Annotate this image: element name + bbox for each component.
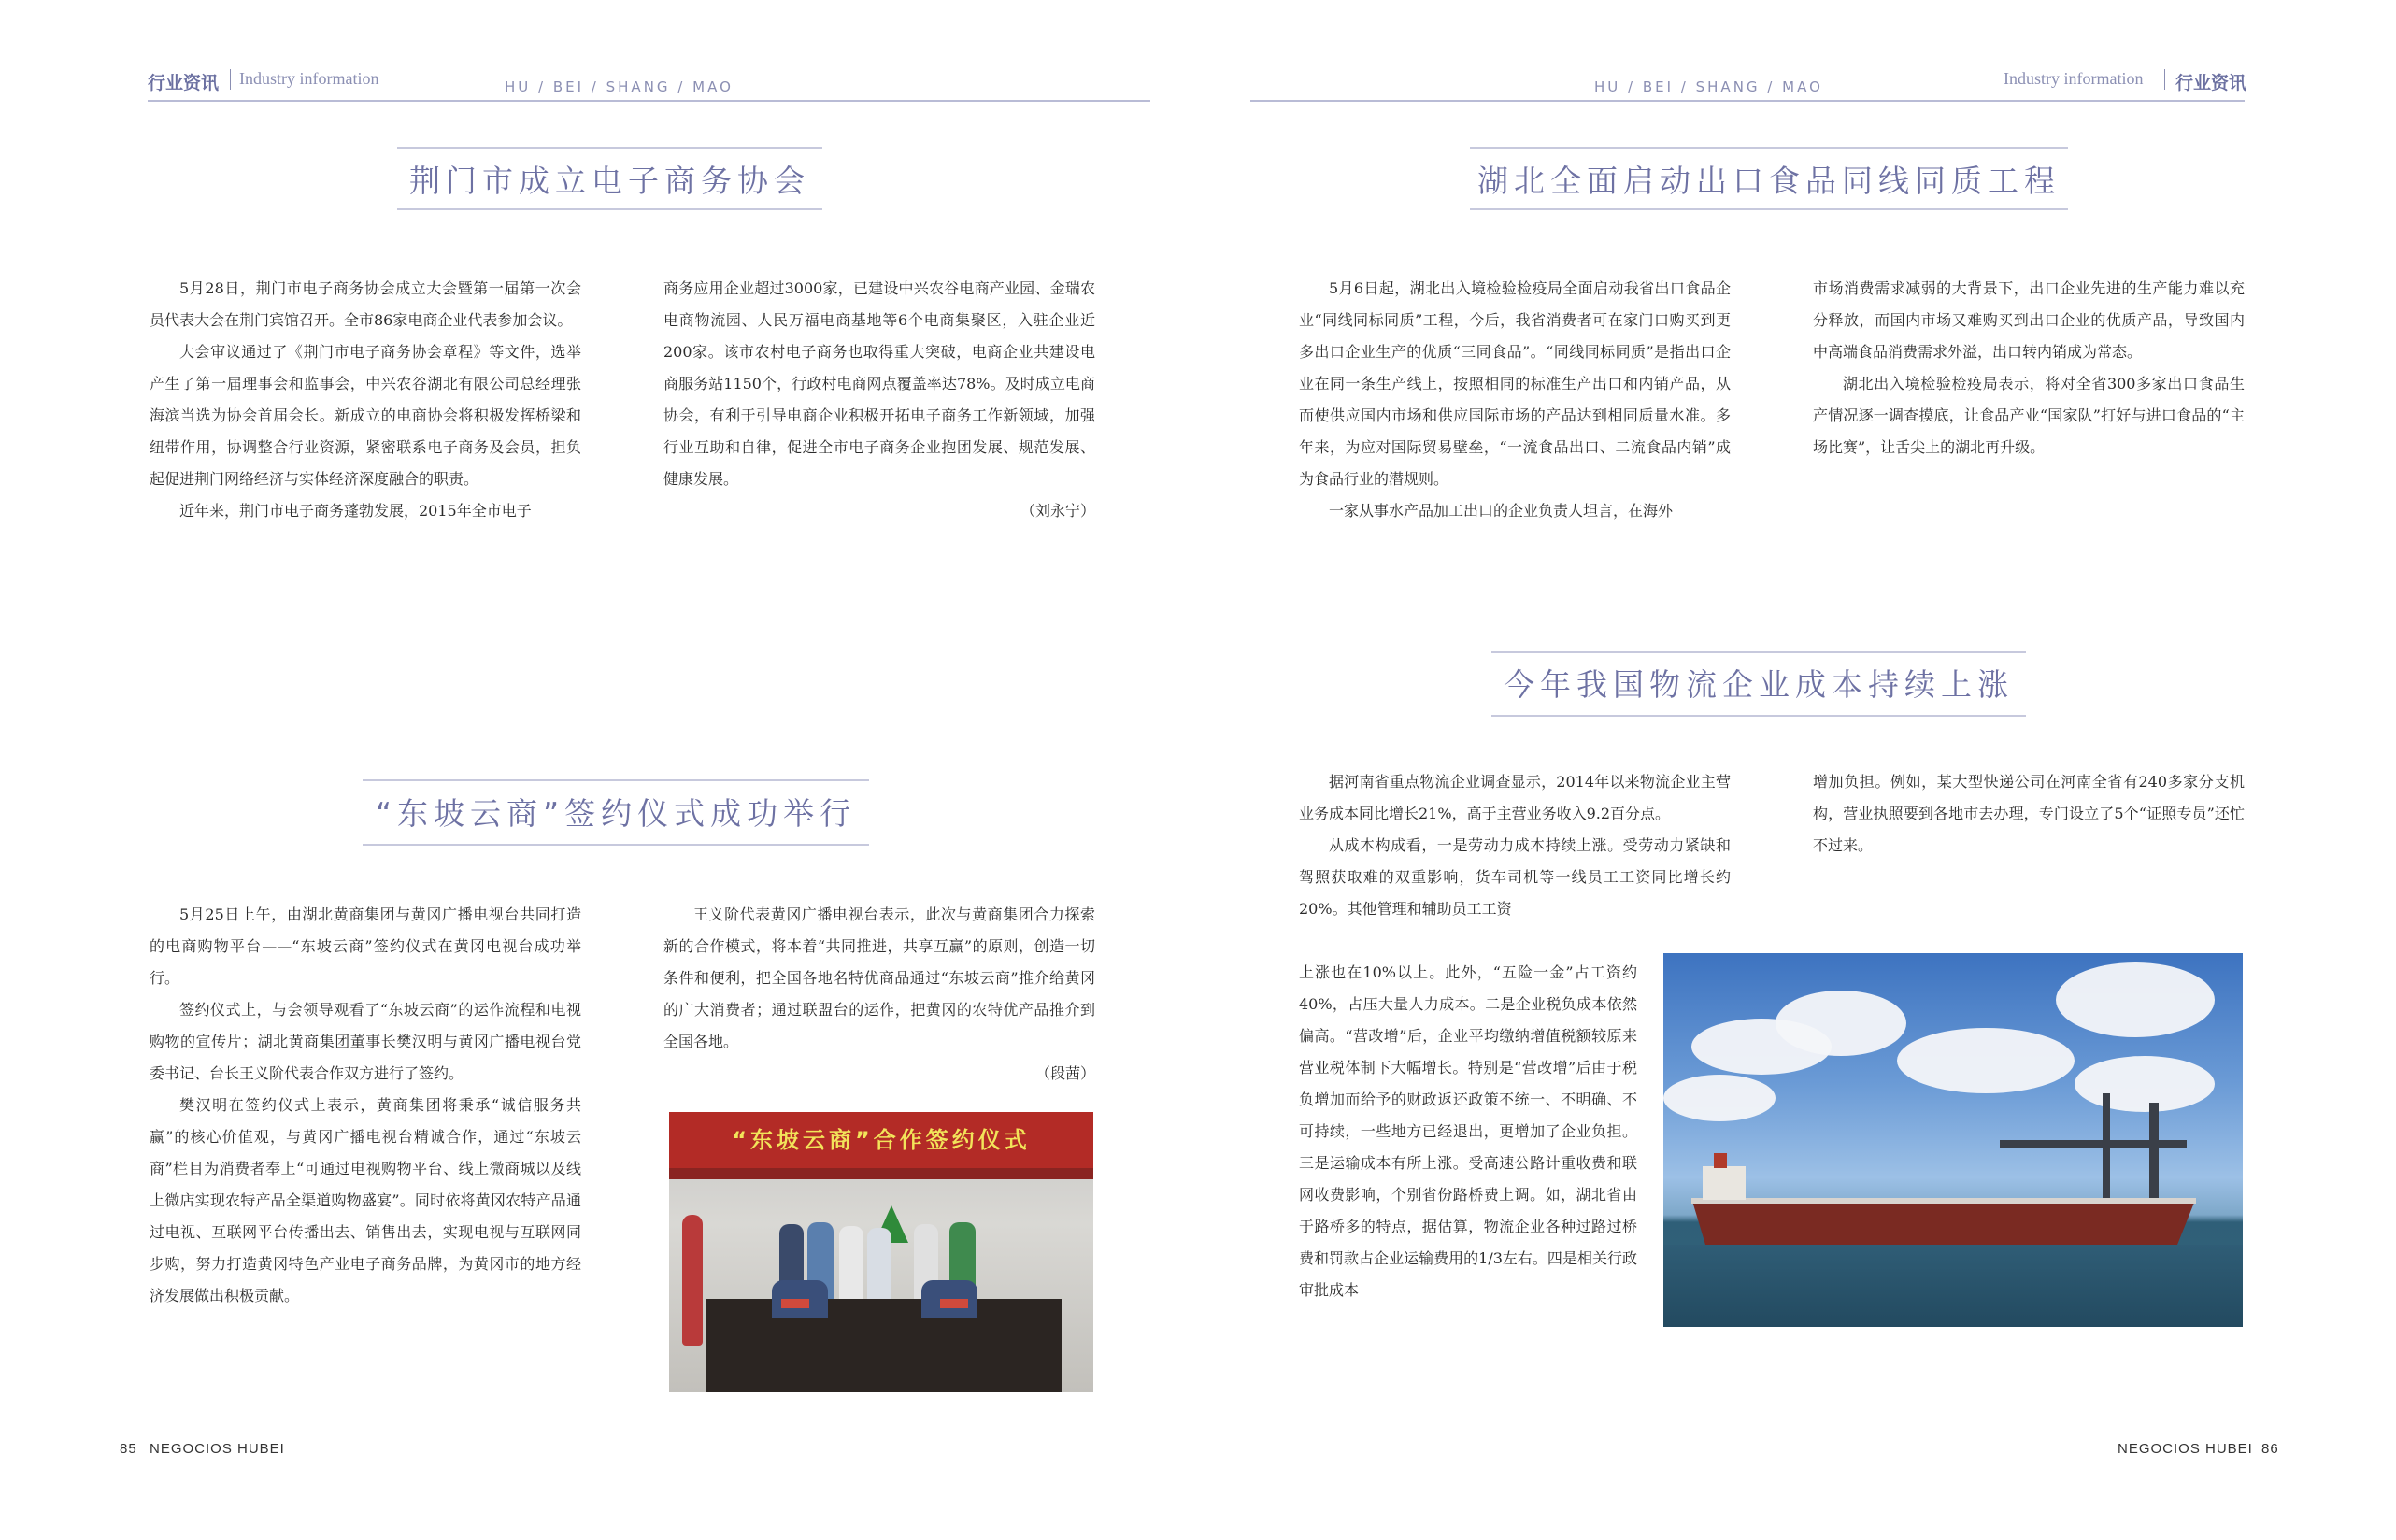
article2-title-rule-bottom [363,844,869,846]
header-divider-right [2164,69,2165,90]
article2-paragraph: 樊汉明在签约仪式上表示，黄商集团将秉承“诚信服务共赢”的核心价值观，与黄冈广播电视台精诚合作，通过“东坡云商”栏目为消费者奉上“可通过电视购物平台、线上微商城以及线上微店实现农特产品全渠道购物盛宴”。同时依将黄冈农特产品通过电视、互联网平台传播出去、销售出去，实现电视与互联网同步购，努力打造黄冈特色产业电子商务品牌，为黄冈市的地方经济发展做出积极贡献。 [150,1096,581,1305]
article1-column-1 [150,273,581,527]
article1-paragraph: 5月28日，荆门市电子商务协会成立大会暨第一届第一次会员代表大会在荆门宾馆召开。全市86家电商企业代表参加会议。 [150,279,581,329]
header-rule-right [1250,100,2245,102]
article4-title: 今年我国物流企业成本持续上涨 [1504,666,2014,703]
article1-paragraph: 近年来，荆门市电子商务蓬勃发展，2015年全市电子 [179,502,532,520]
article3-paragraph: 市场消费需求减弱的大背景下，出口企业先进的生产能力难以充分释放，而国内市场又难购买到出口企业的优质产品，导致国内中高端食品消费需求外溢，出口转内销成为常态。 [1813,279,2245,361]
header-magazine-right: HU / BEI / SHANG / MAO [1594,78,1823,95]
article3-title-rule-bottom [1470,208,2068,210]
header-section-en-right: Industry information [2004,69,2144,88]
ship-bridge [1703,1166,1746,1200]
ship-hull [1691,1198,2196,1248]
article3-title-rule-top [1470,147,2068,149]
article1-column-2 [663,273,1095,527]
article4-column-2 [1813,766,2245,862]
article3-paragraph: 一家从事水产品加工出口的企业负责人坦言，在海外 [1329,502,1674,520]
signing-ceremony-photo [669,1112,1093,1392]
water [1663,1245,2243,1327]
article4-title-rule-bottom [1491,715,2026,717]
article3-paragraph: 湖北出入境检验检疫局表示，将对全省300多家出口食品生产情况逐一调查摸底，让食品产业“国家队”打好与进口食品的“主场比赛”，让舌尖上的湖北再升级。 [1813,375,2245,456]
crane [2000,1140,2187,1148]
article2-title-rule-top [363,779,869,781]
article1-paragraph: 大会审议通过了《荆门市电子商务协会章程》等文件，选举产生了第一届理事会和监事会，中兴农谷湖北有限公司总经理张海滨当选为协会首届会长。新成立的电商协会将积极发挥桥梁和纽带作用，协调整合行业资源，紧密联系电子商务及会员，担负起促进荆门网络经济与实体经济深度融合的职责。 [150,343,581,488]
article2-column-2 [663,899,1095,1090]
footer-page-number-right: 86 [2261,1441,2279,1457]
article4-paragraph: 从成本构成看，一是劳动力成本持续上涨。受劳动力紧缺和驾照获取难的双重影响，货车司机等一线员工工资同比增长约20%。其他管理和辅助员工工资 [1299,836,1731,918]
footer-magazine-left: NEGOCIOS HUBEI [150,1441,285,1457]
header-magazine-left: HU / BEI / SHANG / MAO [505,78,734,95]
article1-title-rule-top [397,147,822,149]
signing-table [706,1299,1062,1392]
article4-column-1-top [1299,766,1731,925]
article1-title: 荆门市成立电子商务协会 [409,163,810,199]
cargo-ship-photo [1663,953,2243,1327]
article2-paragraph: 王义阶代表黄冈广播电视台表示，此次与黄商集团合力探索新的合作模式，将本着“共同推进，共享互赢”的原则，创造一切条件和便利，把全国各地名特优商品通过“东坡云商”推介给黄冈的广大消费者；通过联盟台的运作，把黄冈的农特优产品推介到全国各地。 [663,905,1095,1050]
article1-title-rule-bottom [397,208,822,210]
article3-column-2 [1813,273,2245,463]
photo-banner: “东坡云商”合作签约仪式 [669,1112,1093,1168]
article4-paragraph: 据河南省重点物流企业调查显示，2014年以来物流企业主营业务成本同比增长21%，高于主营业务收入9.2百分点。 [1299,773,1731,822]
article3-paragraph: 5月6日起，湖北出入境检验检疫局全面启动我省出口食品企业“同线同标同质”工程，今后，我省消费者可在家门口购买到更多出口企业生产的优质“三同食品”。“同线同标同质”是指出口企业在同一条生产线上，按照相同的标准生产出口和内销产品，从而使供应国内市场和供应国际市场的产品达到相同质量水准。多年来，为应对国际贸易壁垒，“一流食品出口、二流食品内销”成为食品行业的潜规则。 [1299,279,1731,488]
article4-paragraph: 上涨也在10%以上。此外，“五险一金”占工资约40%，占压大量人力成本。二是企业税负成本依然偏高。“营改增”后，企业平均缴纳增值税额较原来营业税体制下大幅增长。特别是“营改增”后由于税负增加而给予的财政返还政策不统一、不明确、不可持续，一些地方已经退出，更增加了企业负担。三是运输成本有所上涨。受高速公路计重收费和联网收费影响，个别省份路桥费上调。如，湖北省由于路桥多的特点，据估算，物流企业各种过路过桥费和罚款占企业运输费用的1/3左右。四是相关行政审批成本 [1299,963,1637,1299]
article1-paragraph: 商务应用企业超过3000家，已建设中兴农谷电商产业园、金瑞农电商物流园、人民万福电商基地等6个电商集聚区，入驻企业近200家。该市农村电子商务也取得重大突破，电商企业共建设电商服务站1150个，行政村电商网点覆盖率达78%。及时成立电商协会，有利于引导电商企业积极开拓电子商务工作新领域，加强行业互助和自律，促进全市电子商务企业抱团发展、规范发展、健康发展。 [663,279,1095,488]
article2-author: （段茜） [1034,1064,1095,1082]
header-section-en-left: Industry information [239,69,379,88]
header-rule-left [148,100,1150,102]
article3-title: 湖北全面启动出口食品同线同质工程 [1477,163,2061,199]
footer-magazine-right: NEGOCIOS HUBEI [2118,1441,2253,1457]
footer-page-number-left: 85 [120,1441,137,1457]
header-divider-left [230,69,231,90]
header-section-cn-right: 行业资讯 [2175,73,2247,93]
article3-column-1 [1299,273,1731,527]
header-section-cn-left: 行业资讯 [148,73,220,93]
article2-column-1 [150,899,581,1312]
article4-paragraph: 增加负担。例如，某大型快递公司在河南全省有240多家分支机构，营业执照要到各地市去办理，专门设立了5个“证照专员”还忙不过来。 [1813,773,2245,854]
article2-paragraph: 5月25日上午，由湖北黄商集团与黄冈广播电视台共同打造的电商购物平台——“东坡云商”签约仪式在黄冈电视台成功举行。 [150,905,581,987]
article2-title: “东坡云商”签约仪式成功举行 [375,795,857,832]
article2-paragraph: 签约仪式上，与会领导观看了“东坡云商”的运作流程和电视购物的宣传片；湖北黄商集团董事长樊汉明与黄冈广播电视台党委书记、台长王义阶代表合作双方进行了签约。 [150,1001,581,1082]
article1-author: （刘永宁） [1020,502,1095,520]
article4-column-1-narrow [1299,957,1637,1306]
article4-title-rule-top [1491,651,2026,653]
